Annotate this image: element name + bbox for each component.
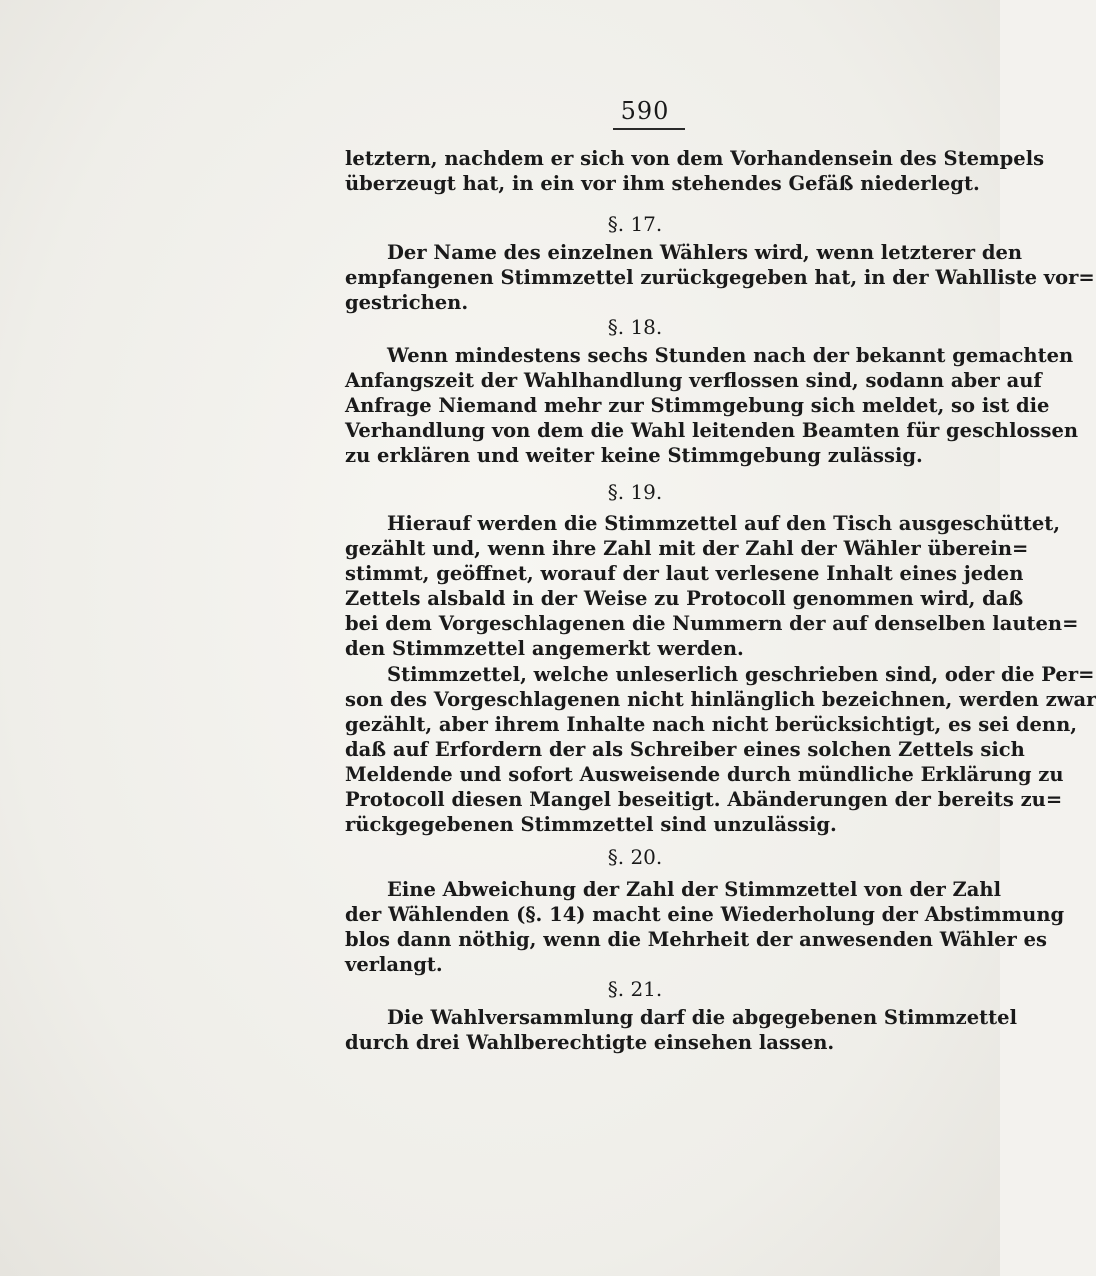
text-line: rückgegebenen Stimmzettel sind unzulässig. [345, 813, 837, 836]
text-line: letztern, nachdem er sich von dem Vorhandensein des Stempels [345, 147, 1045, 170]
page-number-rule [613, 128, 685, 130]
text-line: empfangenen Stimmzettel zurückgegeben hat, in der Wahlliste vor= [345, 266, 1095, 289]
section-heading-21: §. 21. [607, 977, 663, 1001]
text-line: Anfangszeit der Wahlhandlung verflossen sind, sodann aber auf [345, 369, 1042, 392]
text-line: Anfrage Niemand mehr zur Stimmgebung sich meldet, so ist die [345, 394, 1050, 417]
text-line: überzeugt hat, in ein vor ihm stehendes Gefäß niederlegt. [345, 172, 980, 195]
text-line: Wenn mindestens sechs Stunden nach der bekannt gemachten [387, 344, 1074, 367]
text-line: bei dem Vorgeschlagenen die Nummern der auf denselben lauten= [345, 612, 1079, 635]
text-line: Protocoll diesen Mangel beseitigt. Abänderungen der bereits zu= [345, 788, 1063, 811]
text-line: Eine Abweichung der Zahl der Stimmzettel von der Zahl [387, 878, 1002, 901]
text-line: Verhandlung von dem die Wahl leitenden Beamten für geschlossen [345, 419, 1079, 442]
text-line: gezählt und, wenn ihre Zahl mit der Zahl der Wähler überein= [345, 537, 1029, 560]
text-line: Die Wahlversammlung darf die abgegebenen Stimmzettel [387, 1006, 1017, 1029]
text-line: zu erklären und weiter keine Stimmgebung zulässig. [345, 444, 923, 467]
text-line: durch drei Wahlberechtigte einsehen lassen. [345, 1031, 835, 1054]
text-line: daß auf Erfordern der als Schreiber eines solchen Zettels sich [345, 738, 1025, 761]
text-line: gezählt, aber ihrem Inhalte nach nicht berücksichtigt, es sei denn, [345, 713, 1078, 736]
text-line: son des Vorgeschlagenen nicht hinlänglich bezeichnen, werden zwar [345, 688, 1096, 711]
text-line: verlangt. [345, 953, 443, 976]
section-heading-17: §. 17. [607, 212, 663, 236]
section-heading-19: §. 19. [607, 480, 663, 504]
section-heading-20: §. 20. [607, 845, 663, 869]
text-line: blos dann nöthig, wenn die Mehrheit der anwesenden Wähler es [345, 928, 1047, 951]
text-line: stimmt, geöffnet, worauf der laut verlesene Inhalt eines jeden [345, 562, 1024, 585]
text-line: Der Name des einzelnen Wählers wird, wenn letzterer den [387, 241, 1023, 264]
text-line: der Wählenden (§. 14) macht eine Wiederholung der Abstimmung [345, 903, 1065, 926]
text-line: Meldende und sofort Ausweisende durch mündliche Erklärung zu [345, 763, 1064, 786]
text-line: Stimmzettel, welche unleserlich geschrieben sind, oder die Per= [387, 663, 1095, 686]
page-number: 590 [620, 97, 670, 125]
text-line: den Stimmzettel angemerkt werden. [345, 637, 744, 660]
text-line: Hierauf werden die Stimmzettel auf den Tisch ausgeschüttet, [387, 512, 1061, 535]
text-line: gestrichen. [345, 291, 469, 314]
text-line: Zettels alsbald in der Weise zu Protocoll genommen wird, daß [345, 587, 1024, 610]
section-heading-18: §. 18. [607, 315, 663, 339]
